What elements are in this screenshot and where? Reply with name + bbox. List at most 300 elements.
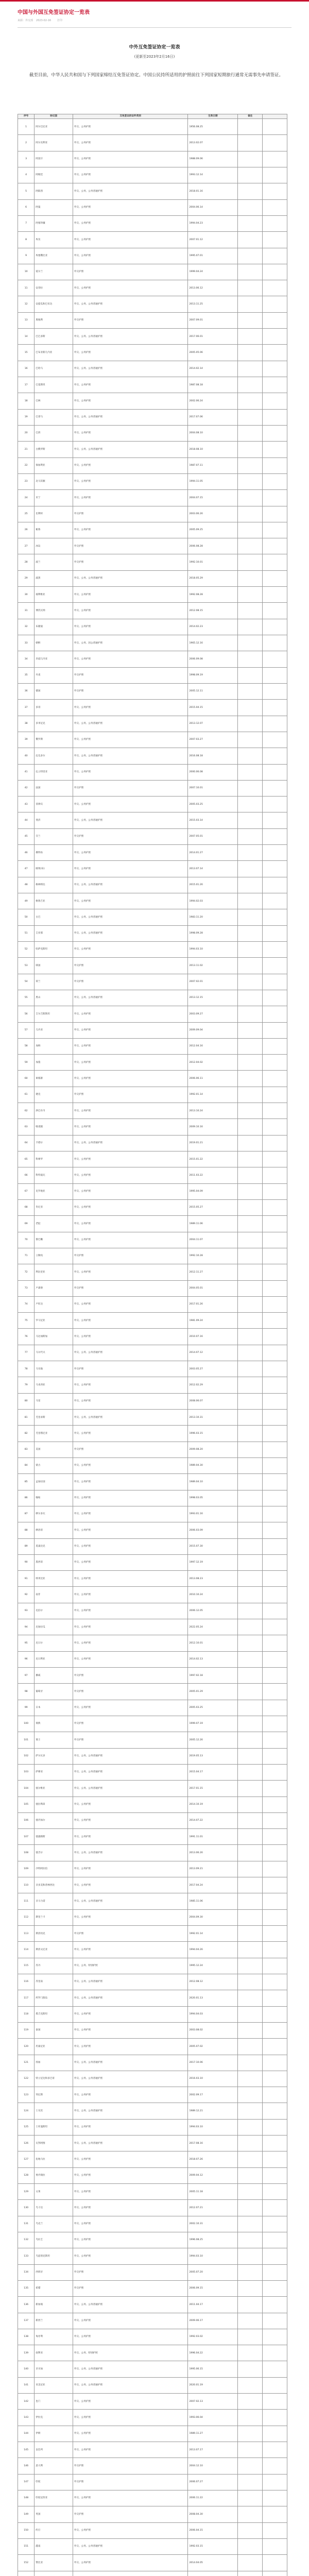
cell-extra [263,1280,287,1296]
cell-date: 2013.09.21 [188,1861,238,1877]
cell-extra [263,1151,287,1167]
cell-passport: 外交护照 [73,1926,188,1942]
cell-remark [238,1232,263,1248]
cell-date: 2017.07.06 [188,409,238,425]
cell-country: 捷克 [35,1087,73,1103]
cell-remark [238,393,263,409]
table-title: 中外互免签证协定一览表 [129,45,180,50]
cell-extra [263,2442,287,2458]
cell-date: 2013.12.15 [188,990,238,1006]
cell-country: 斯里兰卡 [35,1909,73,1925]
cell-no: 90 [18,1554,35,1570]
cell-no: 2 [18,135,35,151]
table-row [18,1748,287,1764]
cell-no: 125 [18,2119,35,2135]
cell-country: 加纳 [35,1038,73,1054]
cell-country: 格林纳达 [35,877,73,893]
table-row [18,1071,287,1087]
cell-passport: 外交、公务护照 [73,135,188,151]
table-row [18,1861,287,1877]
cell-country: 津巴布韦 [35,1103,73,1119]
cell-passport: 外交、公务护照 [73,1700,188,1716]
print-link[interactable]: 打印 [57,19,63,22]
cell-country: 老挝 [35,1216,73,1232]
cell-date: 1992.10.28 [188,1248,238,1264]
table-row [18,2329,287,2345]
cell-date: 2002.09.17 [188,2087,238,2103]
cell-country: 巴林 [35,393,73,409]
cell-passport: 外交、公务护照 [73,2410,188,2426]
cell-date: 2009.09.04 [188,1022,238,1038]
cell-passport: 外交护照 [73,554,188,570]
cell-remark [238,1216,263,1232]
cell-date: 2003.08.02 [188,2022,238,2038]
cell-country: 巴拿马 [35,409,73,425]
cell-date: 1989.04.10 [188,1474,238,1490]
cell-extra [263,1812,287,1828]
cell-passport: 外交、公务护照 [73,700,188,716]
cell-no: 78 [18,1361,35,1377]
cell-passport: 外交、公务护照 [73,1199,188,1215]
cell-remark [238,2280,263,2296]
cell-country: 黎巴嫩 [35,1232,73,1248]
cell-passport: 外交、公务、公务普通护照 [73,1135,188,1151]
table-row [18,2022,287,2038]
cell-date: 1994.03.10 [188,2119,238,2135]
table-row [18,1974,287,1990]
table-row [18,215,287,231]
cell-no: 106 [18,1812,35,1828]
cell-passport: 外交、公务护照 [73,490,188,506]
table-row [18,1668,287,1684]
cell-passport: 外交、公务护照 [73,2522,188,2538]
cell-passport: 外交、公务、公务普通护照 [73,2297,188,2313]
cell-passport: 外交、公务护照 [73,2039,188,2055]
table-row [18,1038,287,1054]
table-row [18,1522,287,1538]
cell-no: 48 [18,877,35,893]
cell-passport: 外交、公务、公务普通护照 [73,2538,188,2554]
cell-no: 51 [18,925,35,941]
cell-no: 14 [18,329,35,345]
cell-remark [238,1410,263,1426]
table-row [18,1619,287,1635]
cell-date: 2014.04.05 [188,2555,238,2571]
cell-passport: 外交、公务护照 [73,199,188,215]
cell-country: 马里 [35,1393,73,1409]
cell-date: 2018.08.10 [188,442,238,457]
cell-passport: 外交、公务护照 [73,1474,188,1490]
cell-extra [263,619,287,635]
cell-passport: 外交、公务、公务普通护照 [73,1410,188,1426]
cell-extra [263,1183,287,1199]
cell-passport: 外交、公务、特别护照 [73,1958,188,1974]
cell-no: 7 [18,215,35,231]
cell-extra [263,490,287,506]
cell-extra [263,812,287,828]
cell-date: 2005.01.29 [188,1684,238,1700]
cell-country: 玻利维亚 [35,587,73,603]
cell-extra [263,1845,287,1861]
cell-no: 89 [18,1538,35,1554]
cell-country: 卢森堡 [35,1280,73,1296]
cell-no: 132 [18,2232,35,2248]
cell-extra [263,1119,287,1135]
cell-remark [238,2039,263,2055]
cell-passport: 外交、公务护照 [73,167,188,183]
cell-no: 81 [18,1410,35,1426]
cell-remark [238,1587,263,1603]
cell-passport: 外交护照 [73,506,188,522]
cell-country: 土耳其 [35,2103,73,2119]
cell-extra [263,2361,287,2377]
table-row [18,2248,287,2264]
cell-country: 加蓬 [35,1055,73,1071]
table-row [18,2506,287,2522]
cell-extra [263,1022,287,1038]
cell-extra [263,1635,287,1651]
cell-date: 2007.01.12 [188,232,238,248]
cell-extra [263,135,287,151]
cell-passport: 外交、公务护照 [73,651,188,667]
cell-passport: 外交、公务、公务普通护照 [73,329,188,345]
cell-passport: 外交护照 [73,958,188,974]
cell-extra [263,2232,287,2248]
cell-country: 阿尔巴尼亚 [35,119,73,135]
table-row [18,1716,287,1732]
cell-extra [263,861,287,877]
cell-date: 2013.06.12 [188,280,238,296]
cell-date: 2005.05.06 [188,345,238,361]
cell-no: 73 [18,1280,35,1296]
cell-country: 马尔代夫 [35,1345,73,1361]
cell-date: 2009.10.16 [188,1119,238,1135]
cell-remark [238,2264,263,2280]
cell-passport: 外交、公务护照 [73,457,188,473]
cell-country: 刚果(布) [35,861,73,877]
cell-extra [263,2394,287,2410]
cell-country: 瑞典 [35,1716,73,1732]
cell-extra [263,1909,287,1925]
cell-country: 俄罗斯 [35,732,73,748]
cell-no: 84 [18,1458,35,1473]
table-row [18,1990,287,2006]
cell-date: 2016.08.18 [188,748,238,764]
cell-remark [238,506,263,522]
cell-country: 几内亚 [35,1022,73,1038]
cell-remark [238,812,263,828]
cell-remark [238,1329,263,1345]
cell-passport: 外交、公务、公务普通护照 [73,570,188,586]
cell-country: 摩尔多瓦 [35,1506,73,1522]
cell-remark [238,1554,263,1570]
cell-country: 保加利亚 [35,457,73,473]
cell-date: 1994.04.03 [188,2006,238,2022]
cell-passport: 外交、公务护照 [73,2555,188,2571]
cell-passport: 外交、公务护照 [73,2426,188,2442]
cell-no: 57 [18,1022,35,1038]
cell-remark [238,1619,263,1635]
cell-country: 亚美尼亚 [35,2377,73,2393]
cell-no: 22 [18,457,35,473]
cell-remark [238,1522,263,1538]
cell-passport: 外交、公务护照 [73,1393,188,1409]
cell-no: 97 [18,1668,35,1684]
cell-extra [263,2184,287,2200]
cell-extra [263,393,287,409]
cell-date: 1995.04.09 [188,1183,238,1199]
cell-extra [263,2136,287,2151]
top-rule [0,0,309,2]
cell-no: 1 [18,119,35,135]
cell-extra [263,473,287,489]
cell-country: 所罗门群岛 [35,1990,73,2006]
cell-extra [263,2426,287,2442]
cell-country: 秘鲁 [35,522,73,538]
cell-extra [263,329,287,345]
cell-no: 41 [18,764,35,780]
cell-no: 108 [18,1845,35,1861]
cell-passport: 外交、公务护照 [73,2394,188,2410]
cell-country: 多米尼克 [35,716,73,732]
cell-no: 146 [18,2458,35,2474]
cell-remark [238,1426,263,1442]
cell-date: 2020.01.19 [188,2377,238,2393]
cell-date: 2018.01.16 [188,183,238,199]
table-row [18,296,287,312]
table-row [18,958,287,974]
cell-date: 1999.04.24 [188,264,238,280]
table-row [18,1700,287,1716]
table-row [18,1232,287,1248]
table-row [18,1458,287,1473]
cell-date: 2004.06.14 [188,199,238,215]
cell-date: 2006.09.15 [188,2280,238,2296]
article-meta [18,19,291,22]
cell-country: 意大利 [35,2458,73,2474]
cell-passport: 外交、公务护照 [73,1296,188,1312]
cell-extra [263,587,287,603]
cell-date: 2015.04.17 [188,1764,238,1780]
cell-country: 喀麦隆 [35,1119,73,1135]
cell-remark [238,119,263,135]
cell-date: 2013.12.07 [188,716,238,732]
cell-no: 124 [18,2103,35,2119]
cell-date: 2007.03.27 [188,732,238,748]
cell-remark [238,877,263,893]
cell-remark [238,1506,263,1522]
cell-passport: 外交、公务、公务普通护照 [73,361,188,377]
table-row [18,1377,287,1393]
cell-no: 8 [18,232,35,248]
cell-no: 74 [18,1296,35,1312]
cell-passport: 外交、公务护照 [73,796,188,812]
cell-passport: 外交、公务、公务普通护照 [73,2103,188,2119]
cell-passport: 外交、公务护照 [73,473,188,489]
cell-passport: 外交、公务护照 [73,1119,188,1135]
cell-country: 也门 [35,2394,73,2410]
cell-extra [263,1522,287,1538]
cell-passport: 外交、公务护照 [73,2200,188,2216]
cell-passport: 外交、公务护照 [73,215,188,231]
cell-date: 2015.05.27 [188,1199,238,1215]
cell-no: 98 [18,1684,35,1700]
table-row [18,1942,287,1958]
cell-no: 54 [18,974,35,990]
cell-remark [238,490,263,506]
cell-no: 103 [18,1764,35,1780]
cell-date: 2005.11.18 [188,2184,238,2200]
table-row [18,1442,287,1458]
cell-country: 阿曼 [35,199,73,215]
cell-extra [263,2490,287,2506]
cell-extra [263,554,287,570]
cell-country: 印度尼西亚 [35,2490,73,2506]
cell-date: 2012.02.29 [188,1377,238,1393]
cell-country: 阿联酋 [35,183,73,199]
cell-date: 2002.10.31 [188,2216,238,2232]
table-row [18,393,287,409]
header-divider [18,27,291,28]
cell-country: 挪威 [35,1668,73,1684]
cell-remark [238,893,263,909]
cell-date: 1991.11.01 [188,1829,238,1845]
cell-no: 42 [18,780,35,796]
cell-passport: 外交护照 [73,264,188,280]
table-row [18,312,287,328]
table-row [18,2458,287,2474]
cell-no: 142 [18,2394,35,2410]
cell-remark [238,1296,263,1312]
table-header-row [18,114,287,119]
cell-country: 波黑 [35,570,73,586]
cell-remark [238,409,263,425]
cell-remark [238,312,263,328]
cell-remark [238,1442,263,1458]
cell-remark [238,700,263,716]
cell-extra [263,2410,287,2426]
cell-country: 尼日尔 [35,1635,73,1651]
cell-remark [238,909,263,925]
table-row [18,619,287,635]
table-row [18,2071,287,2087]
cell-date: 1992.10.01 [188,554,238,570]
table-row [18,329,287,345]
cell-remark [238,1119,263,1135]
cell-extra [263,1345,287,1361]
cell-no: 116 [18,1974,35,1990]
cell-passport: 外交、公务、公务普通护照 [73,1345,188,1361]
cell-no: 87 [18,1506,35,1522]
table-row [18,1845,287,1861]
cell-no: 136 [18,2297,35,2313]
cell-extra [263,877,287,893]
cell-date: 2003.09.27 [188,1006,238,1022]
cell-date: 1999.07.19 [188,1716,238,1732]
cell-passport: 外交、公务护照 [73,1055,188,1071]
cell-no: 30 [18,587,35,603]
cell-date: 2017.10.06 [188,2055,238,2071]
cell-country: 吉尔吉斯斯坦 [35,1006,73,1022]
cell-extra [263,264,287,280]
table-row [18,1538,287,1554]
cell-extra [263,1442,287,1458]
cell-extra [263,1071,287,1087]
cell-no: 131 [18,2216,35,2232]
cell-no: 112 [18,1909,35,1925]
cell-passport: 外交、公务、公务普通护照 [73,296,188,312]
cell-extra [263,2329,287,2345]
table-row [18,748,287,764]
table-row [18,2184,287,2200]
cell-remark [238,1167,263,1183]
table-row [18,2280,287,2296]
cell-remark [238,2103,263,2119]
cell-no: 5 [18,183,35,199]
table-row [18,1635,287,1651]
cell-country: 荷兰 [35,974,73,990]
table-row [18,2442,287,2458]
cell-date: 1989.04.30 [188,1458,238,1473]
cell-passport: 外交护照 [73,538,188,554]
cell-extra [263,167,287,183]
cell-remark [238,1538,263,1554]
cell-country: 纳米比亚 [35,1571,73,1587]
cell-date: 2007.09.01 [188,312,238,328]
cell-date: 1994.02.03 [188,893,238,909]
cell-date: 1997.02.18 [188,1668,238,1684]
cell-remark [238,1603,263,1619]
table-row [18,248,287,264]
cell-extra [263,2313,287,2329]
table-row [18,700,287,716]
cell-remark [238,2474,263,2490]
cell-remark [238,199,263,215]
cell-date: 2013.10.24 [188,1103,238,1119]
cell-country: 尼加拉瓜 [35,1619,73,1635]
cell-date: 2012.11.27 [188,1264,238,1280]
cell-date: 2012.08.12 [188,1974,238,1990]
cell-passport: 外交护照 [73,1684,188,1700]
table-row [18,1474,287,1490]
cell-remark [238,1877,263,1893]
cell-remark [238,1716,263,1732]
cell-passport: 外交、公务护照 [73,232,188,248]
cell-no: 63 [18,1119,35,1135]
cell-extra [263,1038,287,1054]
cell-passport: 外交护照 [73,667,188,683]
cell-passport: 外交、公务护照 [73,425,188,441]
cell-no: 38 [18,716,35,732]
cell-passport: 外交、公务、公务普通护照 [73,2055,188,2071]
cell-no: 9 [18,248,35,264]
cell-remark [238,2071,263,2087]
cell-remark [238,1071,263,1087]
cell-date: 2017.01.26 [188,1296,238,1312]
cell-remark [238,151,263,167]
cell-extra [263,2297,287,2313]
table-row [18,780,287,796]
cell-no: 144 [18,2426,35,2442]
cell-passport: 外交、公务、公务普通护照 [73,1974,188,1990]
cell-date: 2013.11.02 [188,958,238,974]
table-row [18,1732,287,1748]
cell-no: 32 [18,619,35,635]
cell-remark [238,361,263,377]
cell-date: 2017.06.01 [188,329,238,345]
cell-no: 151 [18,2538,35,2554]
cell-remark [238,2151,263,2167]
